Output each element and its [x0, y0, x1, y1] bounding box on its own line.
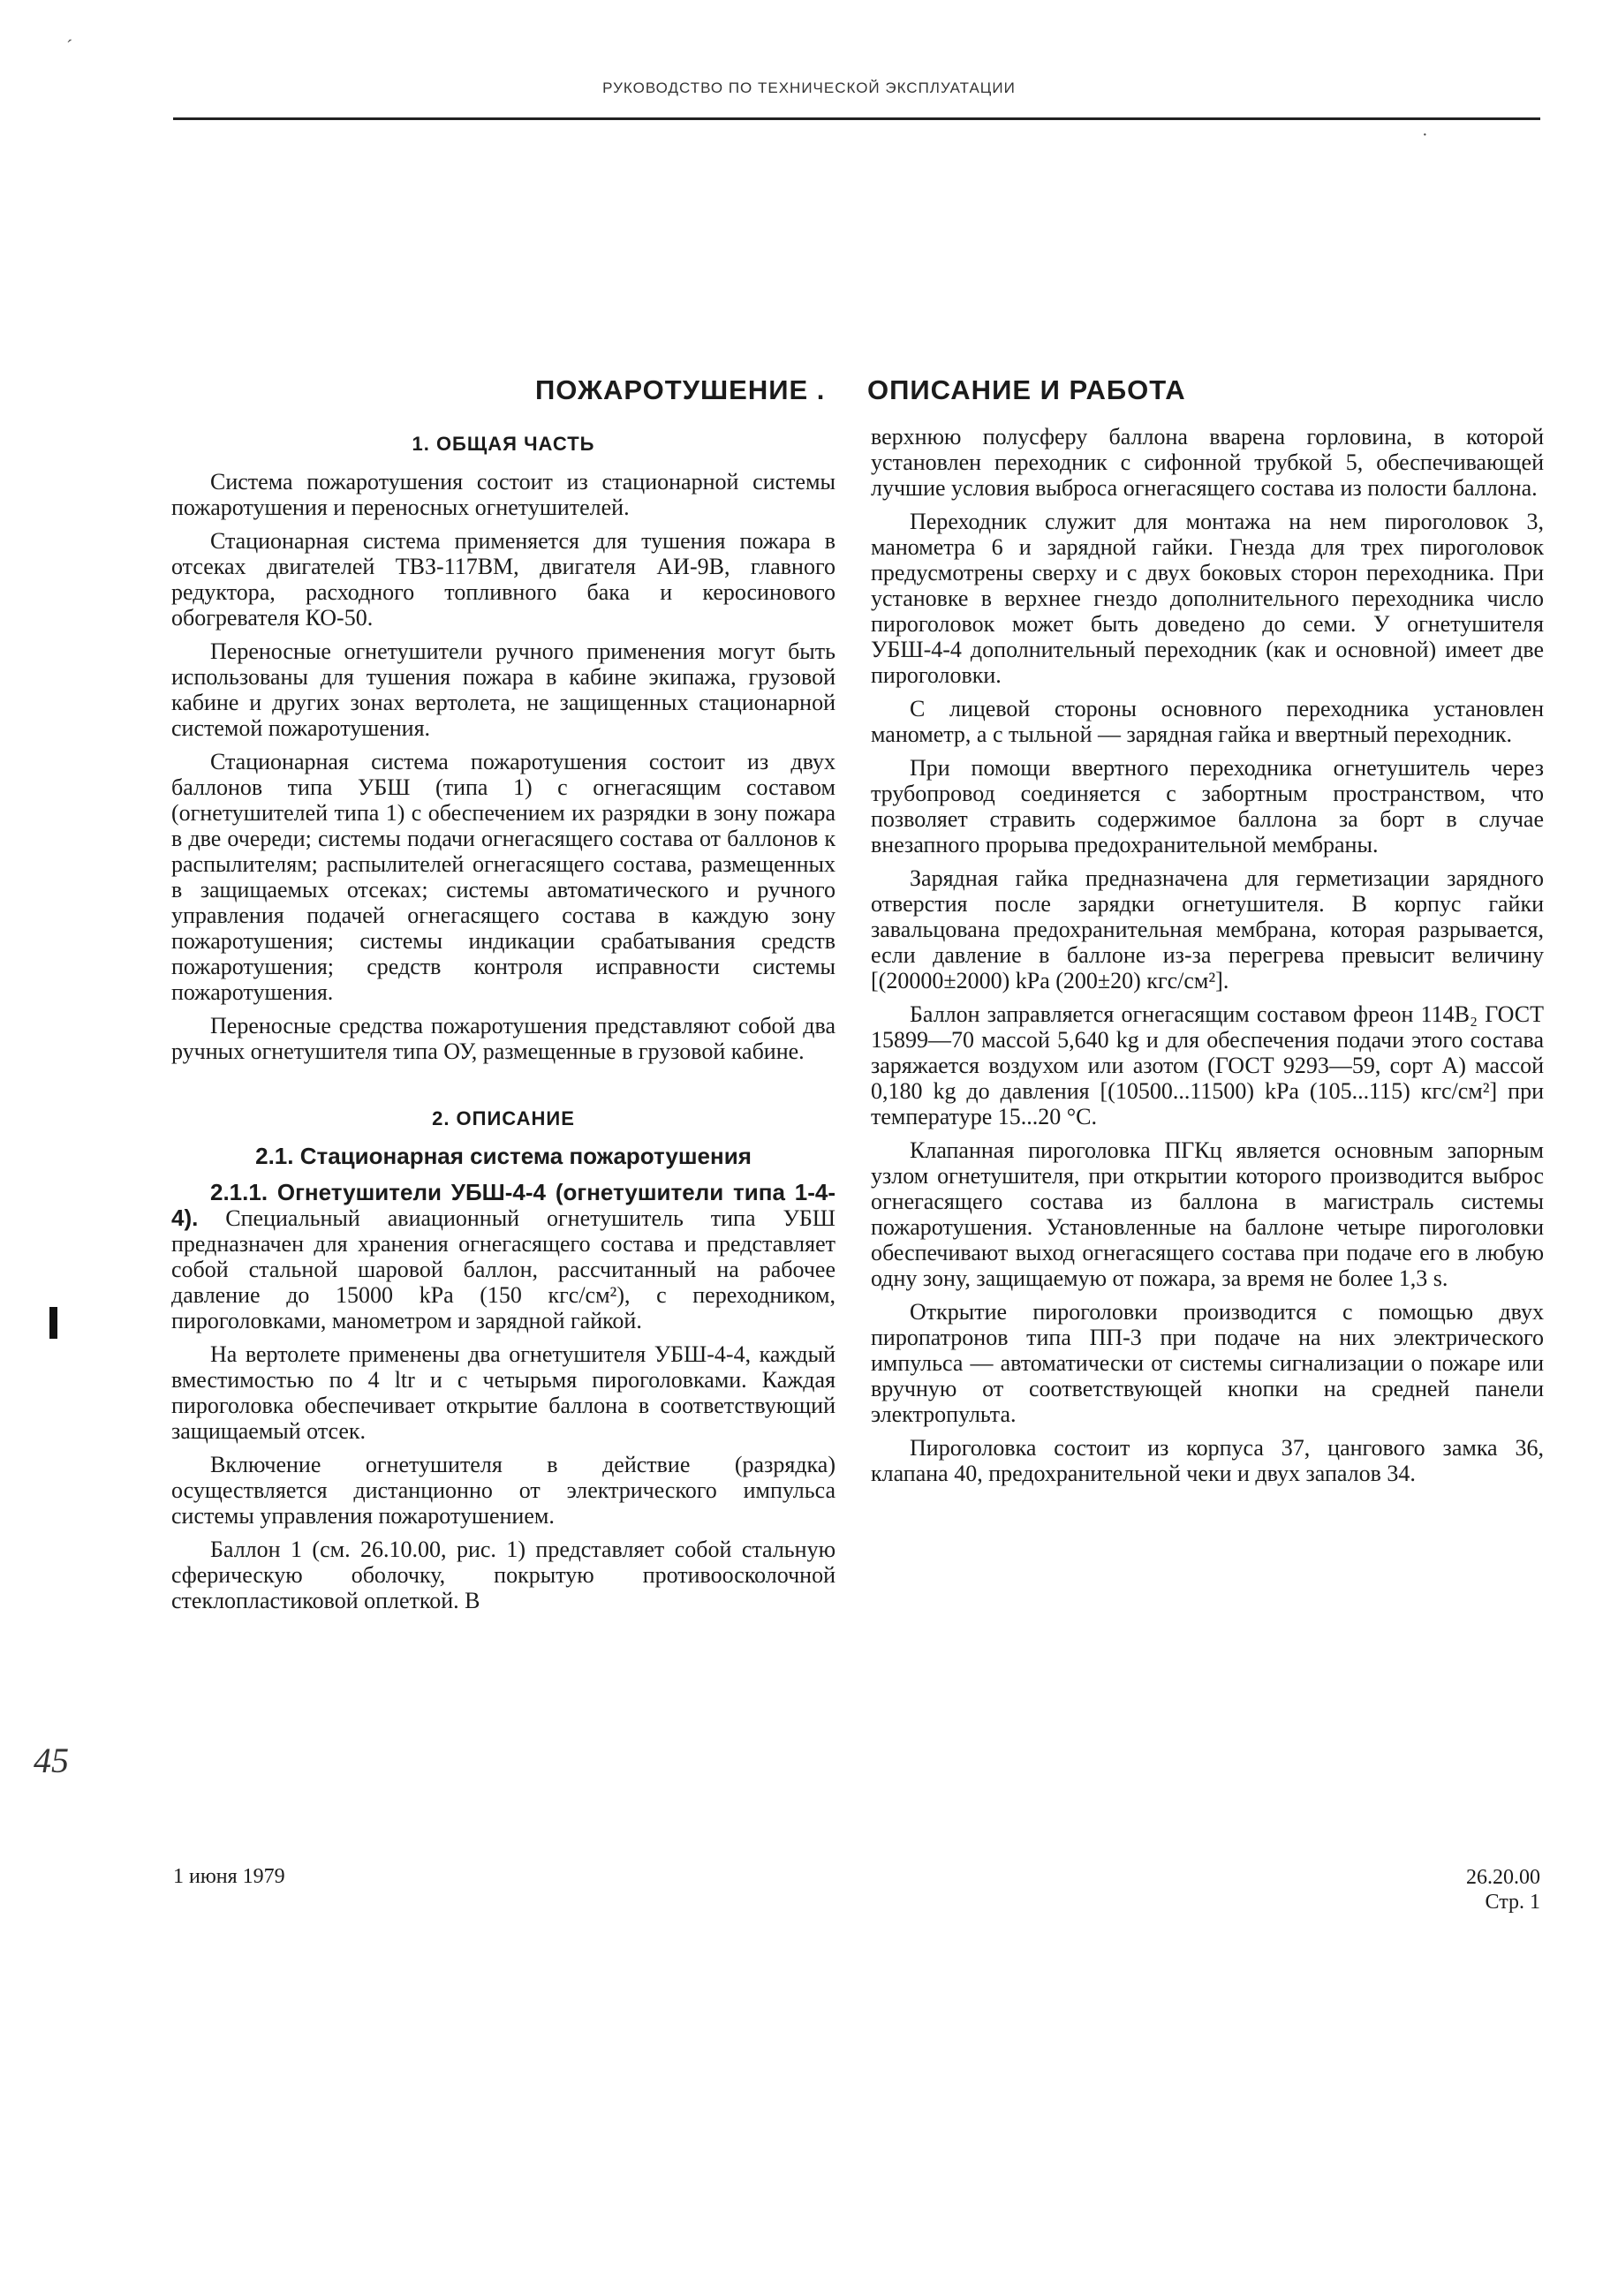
paragraph: Переносные огнетушители ручного применения могут быть использованы для тушения пожара в кабине экипажа, грузовой кабине и других зонах вертолета, не защищенных стационарной системой пожаротушения.: [171, 638, 835, 741]
paragraph: верхнюю полусферу баллона вварена горловина, в которой установлен переходник с сифонной трубкой 5, обеспечивающей лучшие условия выброса огнегасящего состава из полости баллона.: [871, 424, 1544, 501]
right-column: [871, 424, 1544, 1494]
paragraph: На вертолете применены два огнетушителя УБШ-4-4, каждый вместимостью по 4 ltr и с четырьмя пироголовками. Каждая пироголовка обеспечивает открытие баллона в соответствующий защищаемый отсек.: [171, 1341, 835, 1444]
paragraph: Включение огнетушителя в действие (разрядка) осуществляется дистанционно от электрического импульса системы управления пожаротушением.: [171, 1452, 835, 1529]
running-head: РУКОВОДСТВО ПО ТЕХНИЧЕСКОЙ ЭКСПЛУАТАЦИИ: [602, 79, 1016, 96]
subsection-heading: 2.1. Стационарная система пожаротушения: [255, 1143, 752, 1169]
page-title-left: ПОЖАРОТУШЕНИЕ .: [535, 374, 826, 405]
speck-dot: ·: [1422, 125, 1428, 145]
paragraph: Стационарная система пожаротушения состоит из двух баллонов типа УБШ (типа 1) с огнегасящим составом (огнетушителей типа 1) с обеспечением их разрядки в зону пожара в две очереди; системы подачи огнегасящего состава от баллонов к распылителям; распылителей огнегасящего состава, размещенных в защищаемых отсеках; системы автоматического и ручного управления подачей огнегасящего состава в каждую зону пожаротушения; системы индикации срабатывания средств пожаротушения; средств контроля исправности системы пожаротушения.: [171, 749, 835, 1005]
corner-tick-mark: ´: [66, 35, 73, 57]
paragraph: При помощи ввертного переходника огнетушитель через трубопровод соединяется с забортным пространством, что позволяет стравить содержимое баллона за борт в случае внезапного прорыва предохранительной мембраны.: [871, 755, 1544, 857]
paragraph: [171, 1180, 835, 1333]
footer-code: [1448, 1865, 1540, 1915]
paragraph: Переносные средства пожаротушения представляют собой два ручных огнетушителя типа ОУ, размещенные в грузовой кабине.: [171, 1013, 835, 1064]
page-title-right: ОПИСАНИЕ И РАБОТА: [867, 374, 1186, 405]
header-rule: [173, 117, 1540, 120]
page-number: Стр. 1: [1485, 1891, 1540, 1914]
section-heading-general: 1. ОБЩАЯ ЧАСТЬ: [412, 433, 595, 455]
paragraph-lead: 2.1.1. Огнетушители УБШ-4-4 (огнетушители типа 1-4-4).: [171, 1179, 835, 1231]
paragraph: Стационарная система применяется для тушения пожара в отсеках двигателей ТВЗ-117ВМ, двигателя АИ-9В, главного редуктора, расходного топливного бака и керосинового обогревателя КО-50.: [171, 528, 835, 631]
document-code: 26.20.00: [1466, 1866, 1540, 1889]
paragraph: Клапанная пироголовка ПГКц является основным запорным узлом огнетушителя, при открытии которого производится выброс огнегасящего состава из баллона в магистраль системы пожаротушения. Установленные на баллоне четыре пироголовки обеспечивают выход огнегасящего состава при подаче его в любую одну зону, защищаемую от пожара, за время не более 1,3 s.: [871, 1137, 1544, 1291]
section-heading-description: 2. ОПИСАНИЕ: [432, 1107, 575, 1129]
revision-bar: [49, 1307, 57, 1339]
paragraph: Пироголовка состоит из корпуса 37, цангового замка 36, клапана 40, предохранительной чеки и двух запалов 34.: [871, 1435, 1544, 1486]
handwritten-page-note: 45: [34, 1741, 69, 1780]
paragraph: Зарядная гайка предназначена для герметизации зарядного отверстия после зарядки огнетушителя. В корпус гайки завальцована предохранительная мембрана, которая разрывается, если давление в баллоне из-за перегрева превысит величину [(20000±2000) kPa (200±20) кгс/см²].: [871, 865, 1544, 993]
left-column: [171, 424, 835, 1621]
paragraph: Баллон заправляется огнегасящим составом фреон 114В₂ ГОСТ 15899—70 массой 5,640 kg и для обеспечения подачи этого состава заряжается воздухом или азотом (ГОСТ 9293—59, сорт А) массой 0,180 kg до давления [(10500...11500) kPa (105...115) кгс/см²] при температуре 15...20 °C.: [871, 1001, 1544, 1129]
paragraph: Открытие пироголовки производится с помощью двух пиропатронов типа ПП-3 при подаче на них электрического импульса — автоматически от системы сигнализации о пожаре или вручную от соответствующей кнопки на средней панели электропульта.: [871, 1299, 1544, 1427]
paragraph: Переходник служит для монтажа на нем пироголовок 3, манометра 6 и зарядной гайки. Гнезда для трех пироголовок предусмотрены сверху и с двух боковых сторон переходника. При установке в верхнее гнездо дополнительного переходника число пироголовок может быть доведено до семи. У огнетушителя УБШ-4-4 дополнительный переходник (как и основной) имеет две пироголовки.: [871, 509, 1544, 688]
paragraph: Баллон 1 (см. 26.10.00, рис. 1) представляет собой стальную сферическую оболочку, покрытую противоосколочной стеклопластиковой оплеткой. В: [171, 1537, 835, 1613]
paragraph: С лицевой стороны основного переходника установлен манометр, а с тыльной — зарядная гайка и ввертный переходник.: [871, 696, 1544, 747]
footer-date: 1 июня 1979: [173, 1865, 285, 1888]
paragraph-body: Специальный авиационный огнетушитель типа УБШ предназначен для хранения огнегасящего состава и представляет собой стальной шаровой баллон, рассчитанный на рабочее давление до 15000 kPa (150 кгс/см²), с переходником, пироголовками, манометром и зарядной гайкой.: [171, 1205, 836, 1333]
paragraph: Система пожаротушения состоит из стационарной системы пожаротушения и переносных огнетушителей.: [171, 469, 835, 520]
